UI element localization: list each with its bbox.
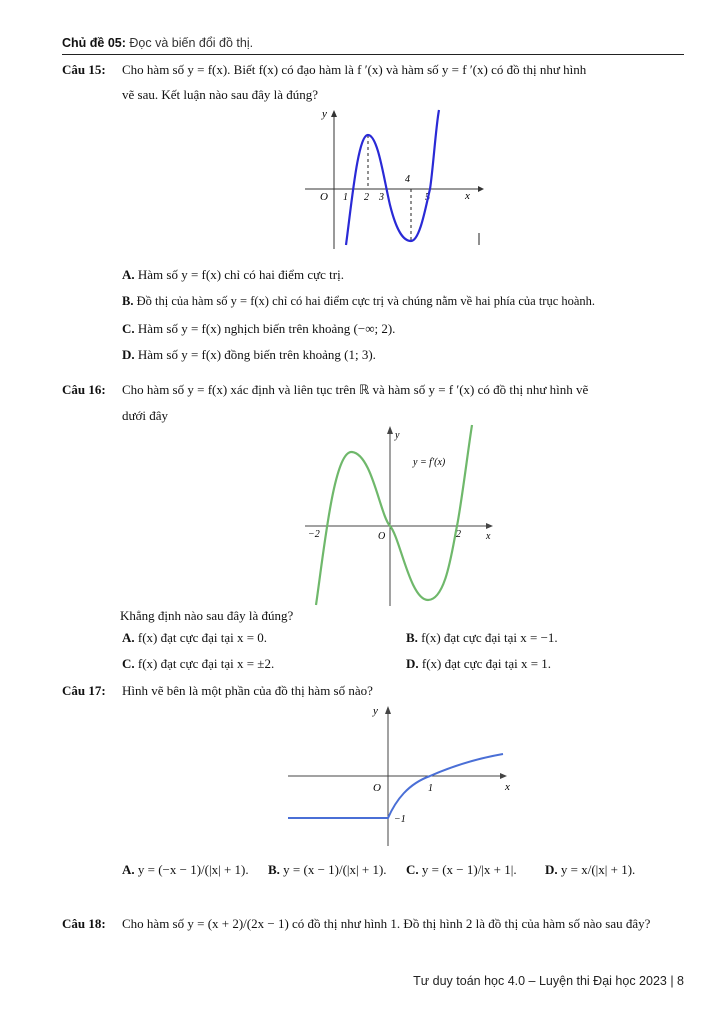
- q16-option-c-key: C.: [122, 656, 135, 671]
- q16-tick-pos2: 2: [456, 529, 461, 540]
- q15-option-d-text: Hàm số y = f(x) đồng biến trên khoảng (1; 3).: [137, 347, 376, 362]
- q15-label: Câu 15:: [62, 62, 106, 77]
- q15-tick-3: 3: [379, 192, 384, 203]
- q17-origin-label: O: [373, 782, 381, 794]
- q16-option-c-text: f(x) đạt cực đại tại x = ±2.: [137, 656, 275, 671]
- q16-stem-line2: dưới đây: [122, 408, 169, 423]
- q16-x-arrow-icon: [486, 523, 493, 529]
- q16-tick-neg2: −2: [308, 529, 320, 540]
- q15-option-a: [122, 267, 344, 283]
- q17-tick-1: 1: [428, 783, 433, 794]
- q15-option-c-text: Hàm số y = f(x) nghịch biến trên khoảng (−∞; 2).: [137, 321, 396, 336]
- q18-label: Câu 18:: [62, 916, 106, 931]
- page-footer: Tư duy toán học 4.0 – Luyện thi Đại học 2023 | 8: [413, 974, 684, 988]
- chapter-header: [62, 36, 253, 50]
- q16-option-c: [122, 656, 274, 672]
- q16-curve-label: y = f′(x): [413, 457, 446, 468]
- q15-x-label: x: [465, 190, 470, 202]
- q15-y-arrow-icon: [331, 110, 337, 117]
- q16-x-label: x: [486, 531, 491, 542]
- q15-origin-label: O: [320, 191, 328, 203]
- q17-y-label: y: [373, 705, 378, 717]
- q15-option-b-text: Đồ thị của hàm số y = f(x) chỉ có hai điểm cực trị và chúng nằm về hai phía của trục hoành.: [136, 294, 596, 308]
- q16-prompt: Khẳng định nào sau đây là đúng?: [120, 608, 294, 623]
- q15-option-b-key: B.: [122, 294, 134, 308]
- q16-y-label: y: [395, 430, 400, 441]
- q15-tick-4: 4: [405, 174, 410, 185]
- q16-y-arrow-icon: [387, 426, 393, 434]
- q15-option-c-key: C.: [122, 321, 135, 336]
- q17-stem-line1: Hình vẽ bên là một phần của đồ thị hàm số nào?: [122, 683, 373, 698]
- q15-option-d: [122, 347, 376, 363]
- q17-x-label: x: [505, 781, 510, 793]
- q17-option-d: [545, 862, 635, 878]
- q17-option-a-key: A.: [122, 862, 135, 877]
- q16-option-d-text: f(x) đạt cực đại tại x = 1.: [421, 656, 552, 671]
- q16-option-a-key: A.: [122, 630, 135, 645]
- q15-graph: [300, 105, 490, 253]
- q15-stem-line1: Cho hàm số y = f(x). Biết f(x) có đạo hàm là f ′(x) và hàm số y = f ′(x) có đồ thị như hình: [122, 62, 587, 77]
- q15-option-a-text: Hàm số y = f(x) chỉ có hai điểm cực trị.: [137, 267, 344, 282]
- q17-y-arrow-icon: [385, 706, 391, 714]
- q17-option-a-text: y = (−x − 1)/(|x| + 1).: [137, 862, 249, 877]
- q17-x-arrow-icon: [500, 773, 507, 779]
- q15-option-d-key: D.: [122, 347, 135, 362]
- q16-origin-label: O: [378, 531, 386, 542]
- q17-tick-neg1: −1: [394, 814, 406, 825]
- q17-option-d-key: D.: [545, 862, 558, 877]
- q17-label: Câu 17:: [62, 683, 106, 698]
- q17-curve: [288, 754, 503, 818]
- q17-option-c-key: C.: [406, 862, 419, 877]
- q17-option-b: [268, 862, 387, 878]
- q17-option-d-text: y = x/(|x| + 1).: [560, 862, 636, 877]
- q16-stem-line1: Cho hàm số y = f(x) xác định và liên tục trên ℝ và hàm số y = f ′(x) có đồ thị như hình vẽ: [122, 382, 589, 397]
- q16-option-d: [406, 656, 551, 672]
- q16-derivative-curve: [316, 425, 472, 605]
- q15-x-arrow-icon: [478, 186, 484, 192]
- q17-graph: [280, 700, 520, 850]
- q18-stem-line1: Cho hàm số y = (x + 2)/(2x − 1) có đồ thị như hình 1. Đồ thị hình 2 là đồ thị của hàm số nào sau đây?: [122, 916, 651, 931]
- q15-option-c: [122, 321, 395, 337]
- q17-option-c-text: y = (x − 1)/|x + 1|.: [421, 862, 517, 877]
- topic-text: Đọc và biến đổi đồ thị.: [129, 36, 254, 50]
- q15-tick-1: 1: [343, 192, 348, 203]
- q15-derivative-curve: [346, 110, 439, 245]
- q17-option-b-text: y = (x − 1)/(|x| + 1).: [283, 862, 387, 877]
- q17-option-b-key: B.: [268, 862, 280, 877]
- q15-stem-line2: vẽ sau. Kết luận nào sau đây là đúng?: [122, 87, 319, 102]
- header-rule: [62, 54, 684, 55]
- q17-option-c: [406, 862, 517, 878]
- q15-option-b: [122, 294, 595, 309]
- q15-tick-2: 2: [364, 192, 369, 203]
- q16-option-b-text: f(x) đạt cực đại tại x = −1.: [421, 630, 558, 645]
- q16-graph: [300, 420, 500, 610]
- q16-option-b: [406, 630, 558, 646]
- q16-option-b-key: B.: [406, 630, 418, 645]
- q16-option-a: [122, 630, 267, 646]
- q15-tick-5: 5: [425, 192, 430, 203]
- q16-option-a-text: f(x) đạt cực đại tại x = 0.: [137, 630, 268, 645]
- q15-option-a-key: A.: [122, 267, 135, 282]
- q16-option-d-key: D.: [406, 656, 419, 671]
- q16-label: Câu 16:: [62, 382, 106, 397]
- topic-label: Chủ đề 05:: [62, 36, 126, 50]
- q17-option-a: [122, 862, 249, 878]
- q15-y-label: y: [322, 108, 327, 120]
